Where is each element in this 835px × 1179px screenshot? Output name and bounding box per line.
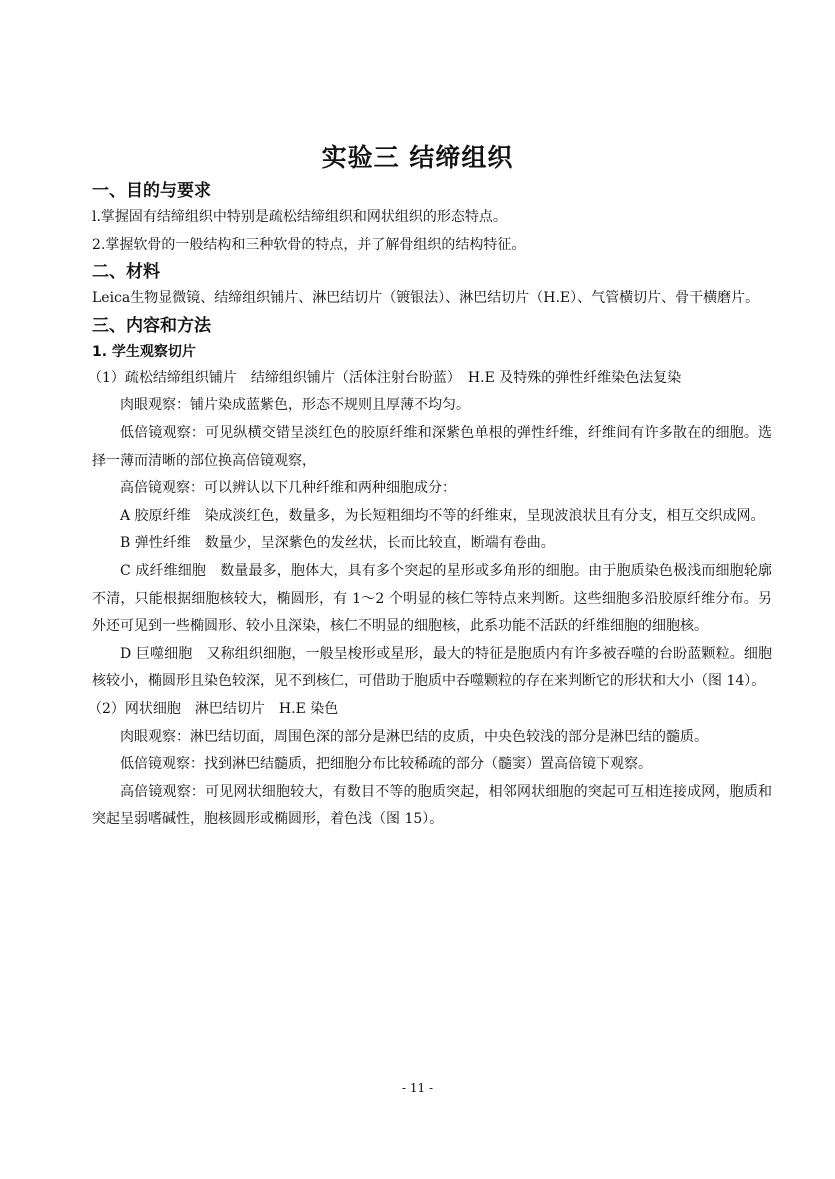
materials-text: Leica生物显微镜、结缔组织铺片、淋巴结切片（镀银法）、淋巴结切片（H.E）、气管横切片、骨干横磨片。 [92,290,760,307]
subsection-heading-slides: 1. 学生观察切片 [92,343,196,360]
paragraph-lymph-high-power: 高倍镜观察：可见网状细胞较大，有数目不等的胞质突起，相邻网状细胞的突起可互相连接成网，胞质和突起呈弱嗜碱性，胞核圆形或椭圆形，着色浅（图 15）。 [92,783,772,828]
paragraph-lymph-naked-eye: 肉眼观察：淋巴结切面，周围色深的部分是淋巴结的皮质，中央色较浅的部分是淋巴结的髓质。 [120,728,708,745]
document-body [88,178,772,834]
slide-item-1: （1）疏松结缔组织铺片 结缔组织铺片（活体注射台盼蓝） H.E 及特殊的弹性纤维染色法复染 [88,369,682,386]
paragraph-naked-eye: 肉眼观察：铺片染成蓝紫色，形态不规则且厚薄不均匀。 [120,397,470,414]
objective-item-2: 2.掌握软骨的一般结构和三种软骨的特点，并了解骨组织的结构特征。 [92,236,526,253]
page-title: 实验三 结缔组织 [321,143,514,172]
paragraph-collagen-fiber: A 胶原纤维 染成淡红色，数量多，为长短粗细均不等的纤维束，呈现波浪状且有分支，相互交织成网。 [120,507,765,524]
section-heading-methods: 三、内容和方法 [92,315,211,336]
paragraph-elastic-fiber: B 弹性纤维 数量少，呈深紫色的发丝状，长而比较直，断端有卷曲。 [120,535,555,552]
page-number: - 11 - [401,1081,433,1095]
paragraph-macrophage: D 巨噬细胞 又称组织细胞，一般呈梭形或星形，最大的特征是胞质内有许多被吞噬的台盼蓝颗粒。细胞核较小，椭圆形且染色较深，见不到核仁，可借助于胞质中吞噬颗粒的存在来判断它的形状和大小（图 14）。 [92,645,772,690]
section-heading-materials: 二、材料 [92,262,160,283]
paragraph-lymph-low-power: 低倍镜观察：找到淋巴结髓质，把细胞分布比较稀疏的部分（髓窦）置高倍镜下观察。 [120,756,652,773]
paragraph-fibroblast: C 成纤维细胞 数量最多，胞体大，具有多个突起的星形或多角形的细胞。由于胞质染色极浅而细胞轮廓不清，只能根据细胞核较大，椭圆形，有 1～2 个明显的核仁等特点来判断。这些细胞多沿胶原纤维分布。另外还可见到一些椭圆形、较小且深染，核仁不明显的细胞核，此系功能不活跃的纤维细胞的细胞核。 [92,562,772,635]
objective-item-1: l.掌握固有结缔组织中特别是疏松结缔组织和网状组织的形态特点。 [92,209,507,225]
section-heading-objectives: 一、目的与要求 [92,181,211,201]
paragraph-high-power: 高倍镜观察：可以辨认以下几种纤维和两种细胞成分： [120,480,456,497]
slide-item-2: （2）网状细胞 淋巴结切片 H.E 染色 [88,700,339,717]
paragraph-low-power: 低倍镜观察：可见纵横交错呈淡红色的胶原纤维和深紫色单根的弹性纤维，纤维间有许多散在的细胞。选择一薄而清晰的部位换高倍镜观察， [92,424,772,469]
